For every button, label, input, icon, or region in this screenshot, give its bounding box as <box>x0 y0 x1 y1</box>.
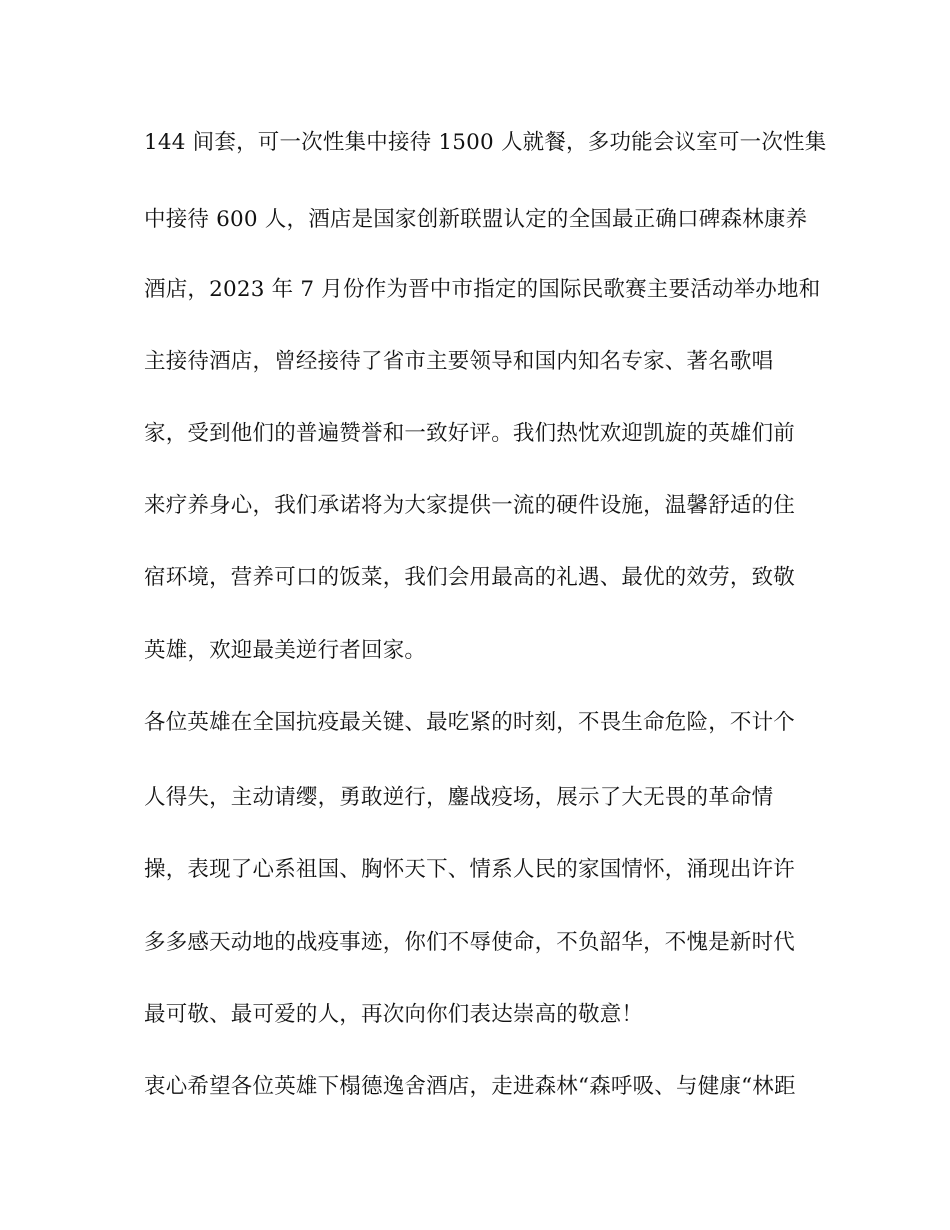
text-line: 各位英雄在全国抗疫最关键、最吃紧的时刻，不畏生命危险，不计个 <box>144 710 796 735</box>
text-line: 英雄，欢迎最美逆行者回家。 <box>144 638 427 663</box>
text-line: 主接待酒店，曾经接待了省市主要领导和国内知名专家、著名歌唱 <box>144 349 774 374</box>
text-line: 多多感天动地的战疫事迹，你们不辱使命，不负韶华，不愧是新时代 <box>144 930 796 955</box>
text-line: 中接待 600 人，酒店是国家创新联盟认定的全国最正确口碑森林康养 <box>144 207 808 232</box>
text-line: 来疗养身心，我们承诺将为大家提供一流的硬件设施，温馨舒适的住 <box>144 493 796 518</box>
text-line: 衷心希望各位英雄下榻德逸舍酒店，走进森林“森呼吸、与健康“林距 <box>144 1074 796 1099</box>
text-line: 最可敬、最可爱的人，再次向你们表达崇高的敬意！ <box>144 1002 644 1027</box>
text-line: 宿环境，营养可口的饭菜，我们会用最高的礼遇、最优的效劳，致敬 <box>144 565 796 590</box>
text-line: 144 间套，可一次性集中接待 1500 人就餐，多功能会议室可一次性集 <box>144 130 827 155</box>
text-line: 家，受到他们的普遍赞誉和一致好评。我们热忱欢迎凯旋的英雄们前 <box>144 421 796 446</box>
text-line: 酒店，2023 年 7 月份作为晋中市指定的国际民歌赛主要活动举办地和 <box>144 277 821 302</box>
text-line: 操，表现了心系祖国、胸怀天下、情系人民的家国情怀，涌现出许许 <box>144 857 796 882</box>
text-line: 人得失，主动请缨，勇敢逆行，鏖战疫场，展示了大无畏的革命情 <box>144 785 774 810</box>
